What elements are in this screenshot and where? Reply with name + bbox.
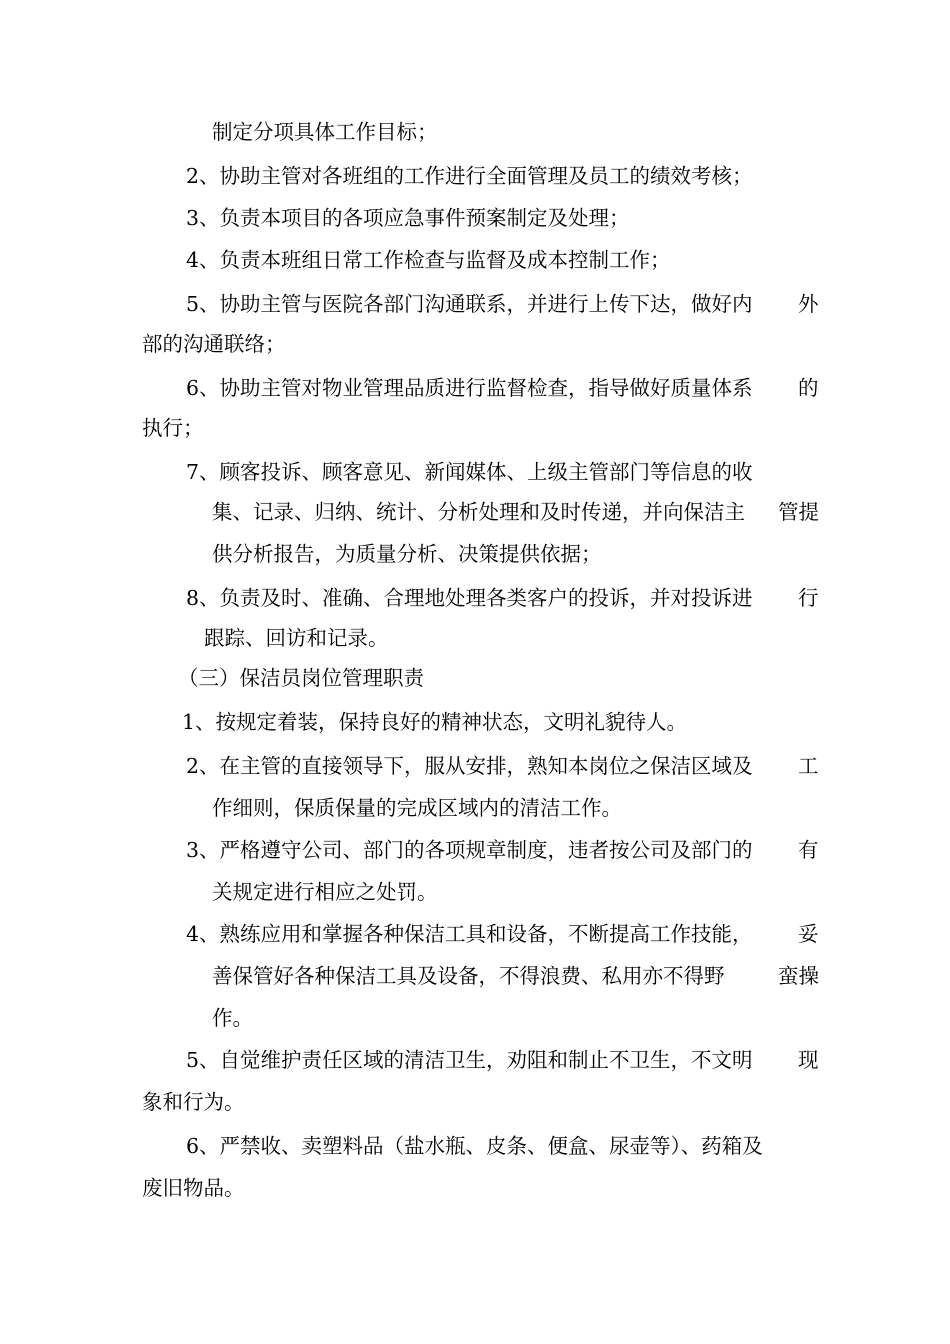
item-number: 4、: [186, 248, 220, 272]
item-number: 6、: [186, 1134, 220, 1158]
list-item: [186, 162, 753, 190]
item-number: 2、: [186, 754, 220, 778]
item-text: 的: [798, 376, 819, 400]
item-text: 象和行为。: [142, 1090, 245, 1114]
item-text: 协助主管对各班组的工作进行全面管理及员工的绩效考核；: [219, 164, 753, 188]
item-number: 5、: [186, 1048, 220, 1072]
item-text: 妥: [798, 922, 819, 946]
paragraph-line: 制定分项具体工作目标；: [212, 120, 438, 144]
item-text: 工: [798, 754, 819, 778]
item-text: 行: [798, 586, 819, 610]
item-number: 6、: [186, 376, 220, 400]
item-text: 跟踪、回访和记录。: [204, 626, 389, 650]
item-text: 关规定进行相应之处罚。: [212, 880, 438, 904]
item-text: 负责及时、准确、合理地处理各类客户的投诉，并对投诉进: [219, 586, 753, 610]
list-item: [186, 458, 753, 486]
item-text: 严格遵守公司、部门的各项规章制度，违者按公司及部门的: [219, 838, 753, 862]
item-text: 负责本班组日常工作检查与监督及成本控制工作；: [219, 248, 671, 272]
item-text: 熟练应用和掌握各种保洁工具和设备，不断提高工作技能，: [219, 922, 753, 946]
list-item: [186, 204, 630, 232]
list-item: [186, 1132, 763, 1160]
item-text: 顾客投诉、顾客意见、新闻媒体、上级主管部门等信息的收: [219, 460, 753, 484]
item-text: 废旧物品。: [142, 1176, 245, 1200]
item-number: 8、: [186, 586, 220, 610]
item-text: 在主管的直接领导下，服从安排，熟知本岗位之保洁区域及: [219, 754, 753, 778]
list-item: [186, 836, 753, 864]
item-number: 2、: [186, 164, 220, 188]
item-number: 4、: [186, 922, 220, 946]
list-item: [186, 1046, 753, 1074]
list-item: [186, 584, 753, 612]
item-text: 部的沟通联络；: [142, 332, 286, 356]
item-text: 集、记录、归纳、统计、分析处理和及时传递，并向保洁主: [212, 500, 745, 524]
item-text: 按规定着装，保持良好的精神状态，文明礼貌待人。: [215, 710, 688, 734]
item-text: 现: [798, 1048, 819, 1072]
item-text: 作细则，保质保量的完成区域内的清洁工作。: [212, 796, 622, 820]
item-text: 外: [798, 292, 819, 316]
list-item: [186, 920, 753, 948]
item-text: 作。: [212, 1006, 253, 1030]
item-number: 7、: [186, 460, 220, 484]
item-text: 善保管好各种保洁工具及设备，不得浪费、私用亦不得野: [212, 964, 725, 988]
item-number: 1、: [182, 710, 216, 734]
list-item: [182, 708, 687, 736]
item-text: 负责本项目的各项应急事件预案制定及处理；: [219, 206, 630, 230]
list-item: [186, 246, 671, 274]
list-item: [186, 374, 753, 402]
item-text: 供分析报告，为质量分析、决策提供依据；: [212, 542, 602, 566]
item-number: 5、: [186, 292, 220, 316]
item-text: 蛮操: [778, 964, 819, 988]
item-number: 3、: [186, 206, 220, 230]
item-text: 协助主管对物业管理品质进行监督检查，指导做好质量体系: [219, 376, 753, 400]
item-number: 3、: [186, 838, 220, 862]
list-item: [186, 290, 753, 318]
item-text: 协助主管与医院各部门沟通联系，并进行上传下达，做好内: [219, 292, 753, 316]
list-item: [186, 752, 753, 780]
item-text: 有: [798, 838, 819, 862]
item-text: 管提: [778, 500, 819, 524]
item-text: 自觉维护责任区域的清洁卫生，劝阻和制止不卫生，不文明: [219, 1048, 753, 1072]
item-text: 严禁收、卖塑料品（盐水瓶、皮条、便盒、尿壶等）、药箱及: [219, 1134, 763, 1158]
item-text: 执行；: [142, 416, 204, 440]
section-heading: （三）保洁员岗位管理职责: [178, 666, 424, 690]
